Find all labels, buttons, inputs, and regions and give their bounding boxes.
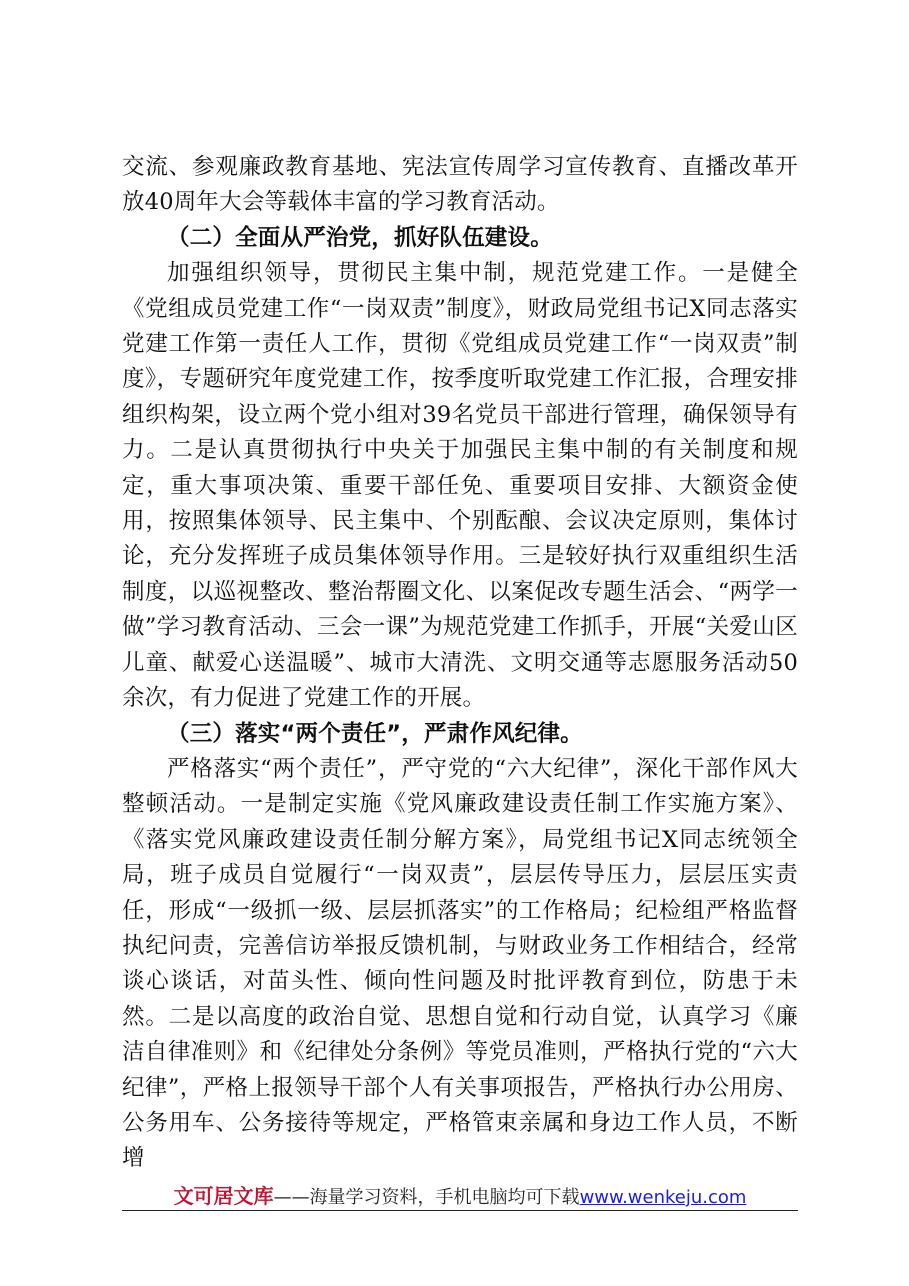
footer-divider — [122, 1210, 798, 1211]
section-heading-3: （三）落实“两个责任”，严肃作风纪律。 — [167, 720, 583, 747]
footer-slogan: 海量学习资料，手机电脑均可下载 — [309, 1187, 580, 1208]
paragraph-section-3: 严格落实“两个责任”，严守党的“六大纪律”，深化干部作风大整顿活动。一是制定实施《党风廉政建设责任制工作实施方案》、《落实党风廉政建设责任制分解方案》，局党组书记X同志统领全局，班子成员自觉履行“一岗双责”，层层传导压力，层层压实责任，形成“一级抓一级、层层抓落实”的工作格局；纪检组严格监督执纪问责，完善信访举报反馈机制，与财政业务工作相结合，经常谈心谈话，对苗头性、倾向性问题及时批评教育到位，防患于未然。二是以高度的政治自觉、思想自觉和行动自觉，认真学习《廉洁自律准则》和《纪律处分条例》等党员准则，严格执行党的“六大纪律”，严格上报领导干部个人有关事项报告，严格执行办公用房、公务用车、公务接待等规定，严格管束亲属和身边工作人员，不断增 — [122, 755, 798, 1172]
document-body — [122, 150, 798, 1177]
footer-url-link[interactable]: www.wenkeju.com — [579, 1187, 747, 1208]
section-heading-2: （二）全面从严治党，抓好队伍建设。 — [167, 224, 553, 251]
page-footer — [122, 1178, 798, 1214]
paragraph-section-2: 加强组织领导，贯彻民主集中制，规范党建工作。一是健全《党组成员党建工作“一岗双责”制度》，财政局党组书记X同志落实党建工作第一责任人工作，贯彻《党组成员党建工作“一岗双责”制度》，专题研究年度党建工作，按季度听取党建工作汇报，合理安排组织构架，设立两个党小组对39名党员干部进行管理，确保领导有力。二是认真贯彻执行中央关于加强民主集中制的有关制度和规定，重大事项决策、重要干部任免、重要项目安排、大额资金使用，按照集体领导、民主集中、个别酝酿、会议决定原则，集体讨论，充分发挥班子成员集体领导作用。三是较好执行双重组织生活制度，以巡视整改、整治帮圈文化、以案促改专题生活会、“两学一做”学习教育活动、三会一课”为规范党建工作抓手，开展“关爱山区儿童、献爱心送温暖”、城市大清洗、文明交通等志愿服务活动50余次，有力促进了党建工作的开展。 — [122, 260, 798, 712]
paragraph-continuation: 交流、参观廉政教育基地、宪法宣传周学习宣传教育、直播改革开放40周年大会等载体丰富的学习教育活动。 — [122, 154, 798, 216]
footer-separator: —— — [273, 1187, 310, 1208]
footer-brand: 文可居文库 — [173, 1184, 274, 1208]
